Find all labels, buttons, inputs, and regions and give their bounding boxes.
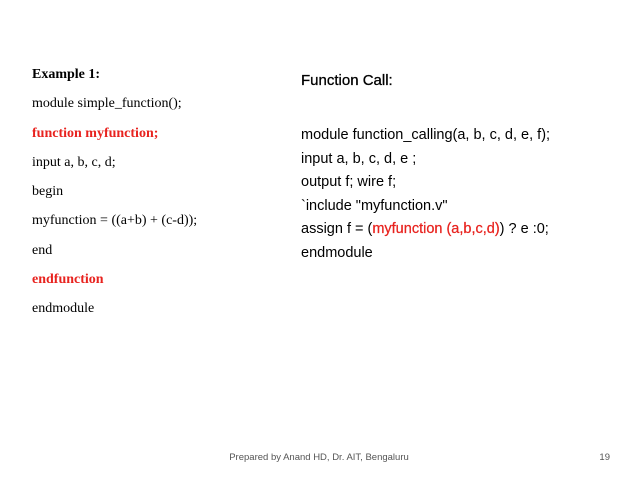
code-line: output f; wire f; [301, 174, 397, 190]
function-call-block [301, 72, 631, 267]
assign-suffix: ) ? e :0; [499, 221, 549, 237]
code-line: module function_calling(a, b, c, d, e, f); [301, 127, 551, 143]
code-line: input a, b, c, d; [32, 154, 116, 170]
footer-credit: Prepared by Anand HD, Dr. AIT, Bengaluru [229, 452, 409, 463]
code-line: end [32, 242, 53, 258]
function-call-heading: Function Call: [301, 72, 393, 89]
code-line: endmodule [301, 244, 373, 261]
code-line: module simple_function(); [32, 96, 182, 112]
code-line: begin [32, 184, 64, 200]
code-line: myfunction = ((a+b) + (c-d)); [32, 213, 198, 229]
example-code-block [32, 66, 282, 330]
code-line-assign [301, 220, 631, 244]
code-line-function-keyword: function myfunction; [32, 125, 159, 141]
code-line-endfunction-keyword: endfunction [32, 272, 104, 288]
example-heading: Example 1: [32, 67, 101, 82]
function-call-highlight: myfunction (a,b,c,d) [372, 221, 500, 237]
page-number: 19 [599, 452, 610, 463]
assign-prefix: assign f = ( [301, 221, 373, 237]
code-line: input a, b, c, d, e ; [301, 150, 417, 167]
code-line: `include "myfunction.v" [301, 197, 448, 214]
code-line: endmodule [32, 301, 95, 317]
